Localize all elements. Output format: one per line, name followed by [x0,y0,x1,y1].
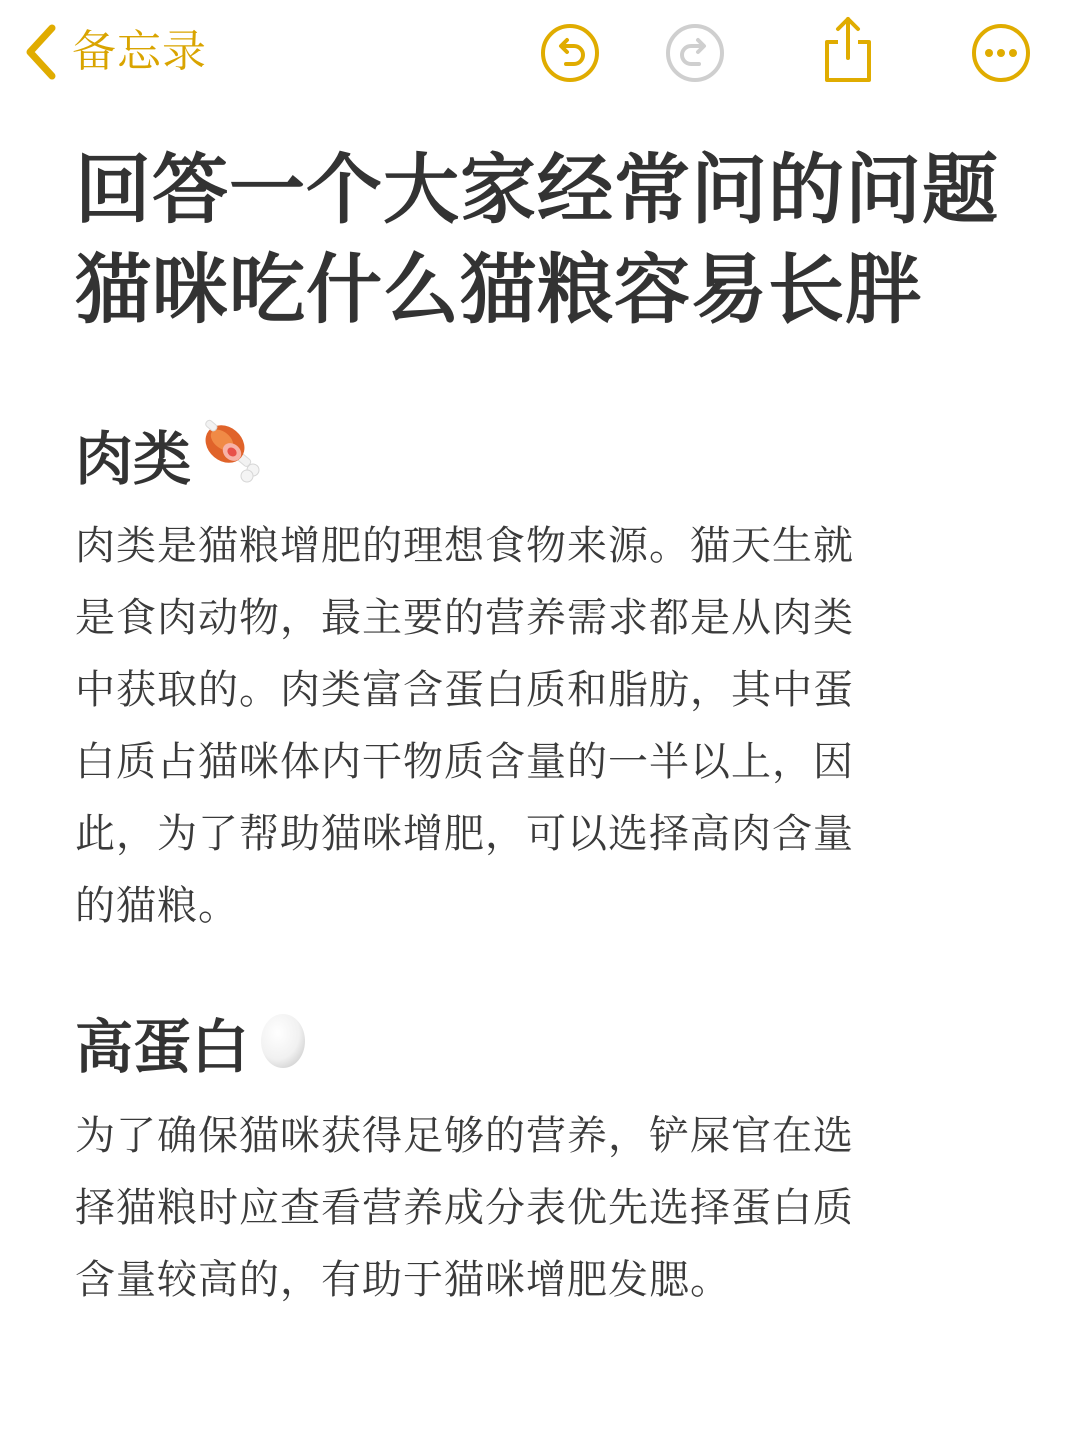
title-line: 回答一个大家经常问的问题 [75,145,999,234]
section-heading-protein [75,1008,309,1085]
body-line: 是食肉动物，最主要的营养需求都是从肉类 [75,595,854,641]
body-line: 含量较高的，有助于猫咪增肥发腮。 [75,1257,731,1303]
section-heading-text: 高蛋白 [75,1012,250,1081]
note-title[interactable] [75,140,1035,340]
title-line: 猫咪吃什么猫粮容易长胖 [75,245,922,334]
section-heading-text: 肉类 [75,424,192,493]
more-button[interactable] [970,22,1032,84]
body-line: 择猫粮时应查看营养成分表优先选择蛋白质 [75,1185,854,1231]
body-line: 白质占猫咪体内干物质含量的一半以上，因 [75,739,854,785]
back-label: 备忘录 [72,26,207,77]
section-body-protein[interactable] [75,1100,985,1316]
redo-button[interactable] [664,22,726,84]
body-line: 此，为了帮助猫咪增肥，可以选择高肉含量 [75,811,854,857]
share-icon [817,14,879,84]
redo-icon [664,22,726,84]
back-button[interactable] [22,22,207,82]
meat-on-bone-icon [199,418,267,499]
body-line: 中获取的。肉类富含蛋白质和脂肪，其中蛋 [75,667,854,713]
section-body-meat[interactable] [75,510,985,942]
egg-icon [257,1008,309,1085]
undo-icon [539,22,601,84]
section-heading-meat [75,418,267,499]
body-line: 肉类是猫粮增肥的理想食物来源。猫天生就 [75,523,854,569]
navigation-bar [0,0,1080,110]
undo-button[interactable] [539,22,601,84]
share-button[interactable] [817,14,879,76]
body-line: 的猫粮。 [75,883,239,929]
more-icon [970,22,1032,84]
body-line: 为了确保猫咪获得足够的营养，铲屎官在选 [75,1113,854,1159]
chevron-left-icon [22,24,58,80]
